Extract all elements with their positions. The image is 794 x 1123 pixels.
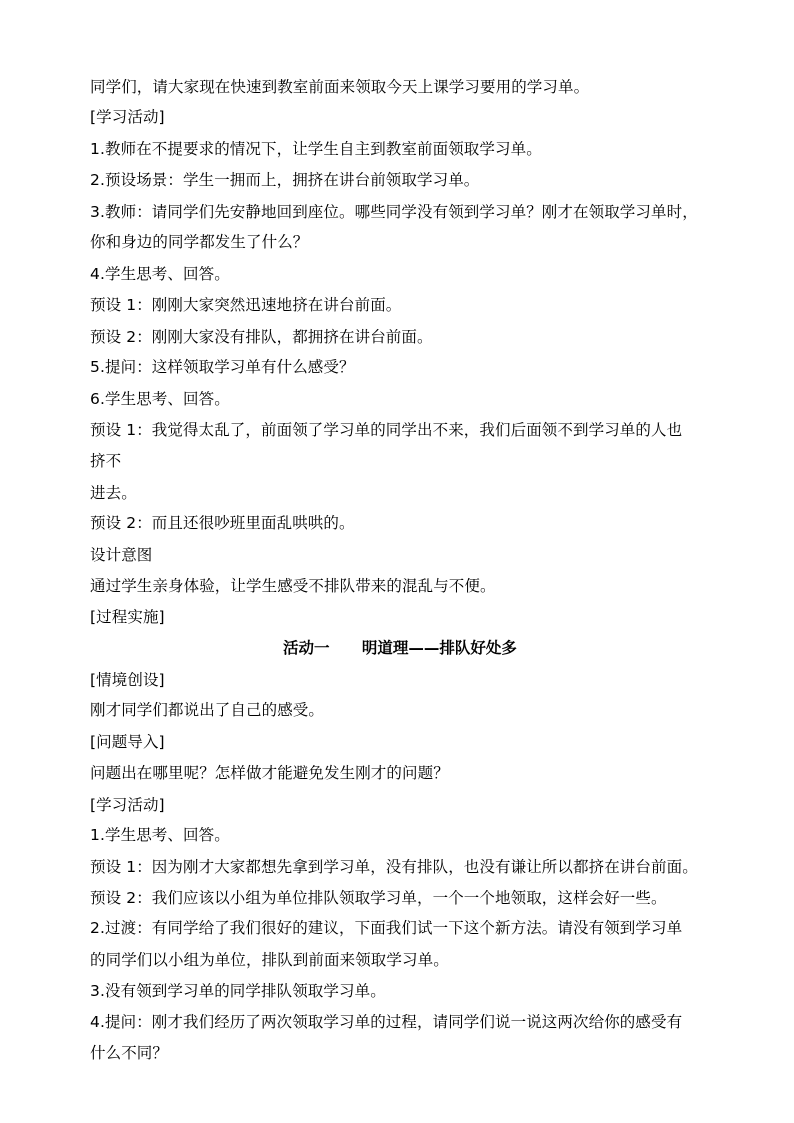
section-label: [问题导入] bbox=[90, 733, 165, 751]
text-line: 3.教师：请同学们先安静地回到座位。哪些同学没有领到学习单？刚才在领取学习单时， bbox=[90, 203, 698, 221]
activity-heading: 活动一 明道理——排队好处多 bbox=[283, 639, 517, 657]
text-line: 问题出在哪里呢？怎样做才能避免发生刚才的问题？ bbox=[90, 764, 449, 782]
text-line: 你和身边的同学都发生了什么？ bbox=[90, 233, 309, 251]
text-line: 同学们，请大家现在快速到教室前面来领取今天上课学习要用的学习单。 bbox=[90, 78, 590, 96]
section-label: [过程实施] bbox=[90, 608, 165, 626]
text-line: 预设 2：我们应该以小组为单位排队领取学习单，一个一个地领取，这样会好一些。 bbox=[90, 889, 667, 907]
text-line: 4.提问：刚才我们经历了两次领取学习单的过程，请同学们说一说这两次给你的感受有 bbox=[90, 1013, 683, 1031]
section-label: 设计意图 bbox=[90, 546, 153, 564]
text-line: 4.学生思考、回答。 bbox=[90, 265, 230, 283]
text-line: 什么不同？ bbox=[90, 1044, 169, 1062]
text-line: 3.没有领到学习单的同学排队领取学习单。 bbox=[90, 982, 386, 1000]
section-label: [情境创设] bbox=[90, 671, 165, 689]
text-line: 的同学们以小组为单位，排队到前面来领取学习单。 bbox=[90, 951, 449, 969]
text-line: 预设 1：我觉得太乱了，前面领了学习单的同学出不来，我们后面领不到学习单的人也 bbox=[90, 421, 683, 439]
section-label: [学习活动] bbox=[90, 796, 165, 814]
text-line: 预设 1：刚刚大家突然迅速地挤在讲台前面。 bbox=[90, 296, 402, 314]
text-line: 通过学生亲身体验，让学生感受不排队带来的混乱与不便。 bbox=[90, 577, 496, 595]
text-line: 进去。 bbox=[90, 484, 137, 502]
text-line: 5.提问：这样领取学习单有什么感受？ bbox=[90, 358, 355, 376]
text-line: 预设 2：刚刚大家没有排队，都拥挤在讲台前面。 bbox=[90, 328, 433, 346]
text-line: 6.学生思考、回答。 bbox=[90, 390, 230, 408]
text-line: 预设 2：而且还很吵班里面乱哄哄的。 bbox=[90, 514, 355, 532]
text-line: 2.过渡：有同学给了我们很好的建议，下面我们试一下这个新方法。请没有领到学习单 bbox=[90, 919, 683, 937]
text-line: 刚才同学们都说出了自己的感受。 bbox=[90, 701, 325, 719]
text-line: 挤不 bbox=[90, 452, 122, 470]
section-label: [学习活动] bbox=[90, 108, 165, 126]
text-line: 1.学生思考、回答。 bbox=[90, 826, 230, 844]
text-line: 预设 1：因为刚才大家都想先拿到学习单，没有排队，也没有谦让所以都挤在讲台前面。 bbox=[90, 858, 698, 876]
text-line: 1.教师在不提要求的情况下，让学生自主到教室前面领取学习单。 bbox=[90, 140, 542, 158]
text-line: 2.预设场景：学生一拥而上，拥挤在讲台前领取学习单。 bbox=[90, 171, 480, 189]
